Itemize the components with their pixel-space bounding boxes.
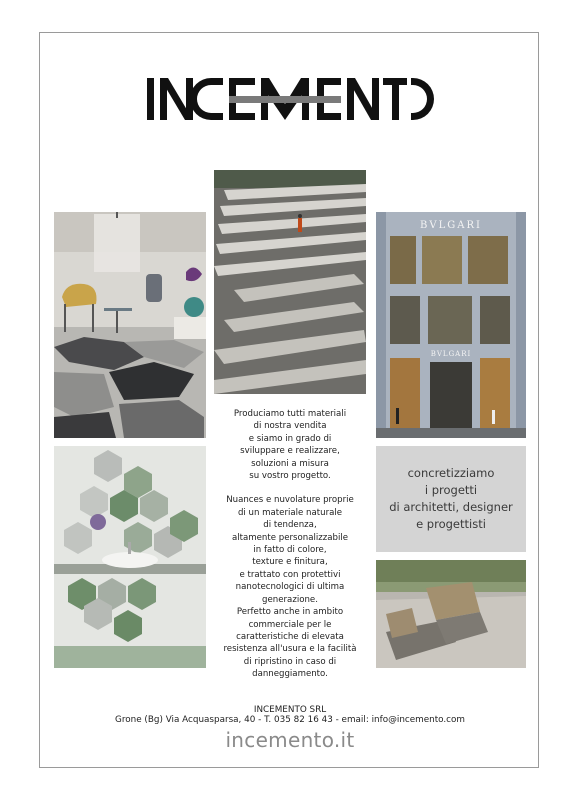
- tagline-line-1: concretizziamo: [407, 466, 495, 480]
- footer-company: INCEMENTO SRL: [253, 705, 327, 715]
- body-line: caratteristiche di elevata: [236, 631, 344, 642]
- body-line: danneggiamento.: [252, 669, 328, 680]
- living-room-image: [54, 212, 206, 438]
- body-line: di nostra vendita: [253, 421, 327, 432]
- body-line: di un materiale naturale: [237, 507, 343, 518]
- body-line: in fatto di colore,: [253, 545, 327, 556]
- storefront-sign-top: BVLGARI: [420, 220, 482, 231]
- body-line: di tendenza,: [263, 520, 317, 531]
- body-line: e trattato con protettivi: [239, 569, 341, 580]
- body-line: Nuances e nuvolature proprie: [226, 495, 354, 506]
- body-line: su vostro progetto.: [249, 471, 331, 482]
- logo-graphic: [145, 76, 435, 122]
- body-line: di ripristino in caso di: [243, 656, 337, 667]
- tagline-line-2: i progetti: [424, 483, 478, 497]
- body-line: nanotecnologici di ultima: [235, 582, 345, 593]
- tagline-line-3: di architetti, designer: [389, 500, 513, 514]
- hexagon-tiled-living-room-photo: [54, 212, 206, 438]
- body-line: commerciale per le: [248, 619, 332, 630]
- body-line: sviluppare e realizzare,: [240, 446, 340, 457]
- body-line: texture e finitura,: [252, 557, 328, 568]
- body-line: altamente personalizzabile: [231, 532, 349, 543]
- body-line: soluzioni a misura: [251, 458, 329, 469]
- footer-address: Grone (Bg) Via Acquasparsa, 40 - T. 035 82 16 43 - email: info@incemento.com: [115, 715, 465, 725]
- stadium-image: [214, 170, 366, 394]
- footer-website-link[interactable]: incemento.it: [225, 728, 355, 752]
- bathroom-image: [54, 446, 206, 668]
- body-text: [214, 408, 366, 681]
- bulgari-storefront-photo: [376, 212, 526, 438]
- hexagon-tiled-bathroom-wall-photo: [54, 446, 206, 668]
- body-line: Produciamo tutti materiali: [233, 409, 347, 419]
- tagline-line-4: e progettisti: [416, 517, 486, 531]
- storefront-sign-middle: BVLGARI: [430, 350, 472, 358]
- body-line: resistenza all'usura e la facilità: [223, 644, 357, 655]
- bench-image: [376, 560, 526, 668]
- body-line: generazione.: [262, 594, 318, 605]
- bulgari-image: [376, 212, 526, 438]
- tagline-box: [376, 446, 526, 552]
- body-line: e siamo in grado di: [248, 433, 332, 444]
- body-line: Perfetto anche in ambito: [236, 607, 344, 618]
- outdoor-concrete-bench-photo: [376, 560, 526, 668]
- concrete-amphitheatre-steps-photo: [214, 170, 366, 394]
- paragraph-gap: [214, 482, 366, 494]
- incemento-logo: [145, 76, 435, 122]
